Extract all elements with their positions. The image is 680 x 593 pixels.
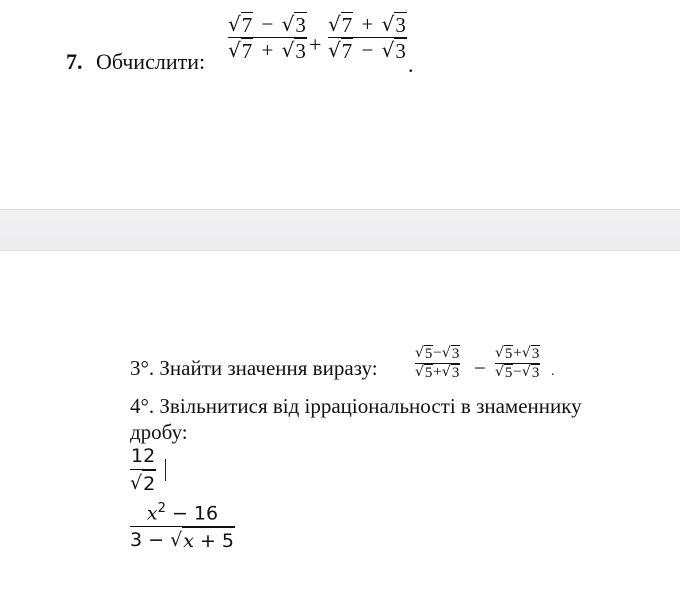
problem-number: 7. (66, 49, 83, 74)
problem-4-line-2: дробу: (130, 420, 188, 444)
fraction-2: √ 5 + √ 3 √ 5 − √ 3 (495, 345, 540, 381)
fraction-2: √ 7 + √ 3 √ 7 − √ 3 (328, 12, 406, 63)
sqrt-5: √ 5 (415, 345, 433, 362)
image-separator (0, 209, 680, 251)
fraction-1: √ 7 − √ 3 √ 7 + √ 3 (228, 12, 306, 63)
sqrt-5: √ 5 (495, 345, 513, 362)
sqrt-7: √ 7 (228, 38, 253, 63)
numerator: $x^2 - 16$ (146, 501, 219, 525)
problem-3-text: 3°. Знайти значення виразу: (130, 356, 378, 380)
sqrt-3: √ 3 (381, 38, 406, 63)
sqrt-7: √ 7 (228, 12, 253, 37)
problem-7 (66, 12, 426, 82)
problem-text: Обчислити: (96, 49, 206, 74)
sqrt-2: √ 2 (130, 472, 156, 495)
sqrt-3: √ 3 (441, 364, 460, 381)
expression-x2-minus-16 (130, 496, 235, 554)
sqrt-7: √ 7 (328, 12, 353, 37)
problem-4-line-1: 4°. Звільнитися від ірраціональності в знаменнику (130, 394, 582, 418)
end-period: . (408, 52, 414, 77)
sqrt-x-plus-5: √ x + 5 (170, 529, 235, 553)
sqrt-3: √ 3 (381, 12, 406, 37)
sqrt-3: √ 3 (441, 345, 460, 362)
fraction-1: √ 5 − √ 3 √ 5 + √ 3 (415, 345, 460, 381)
sqrt-5: √ 5 (415, 364, 433, 381)
plus-operator: + (309, 32, 322, 57)
expression-12-over-sqrt2 (130, 443, 166, 497)
text-cursor (165, 459, 166, 481)
sqrt-3: √ 3 (521, 364, 540, 381)
minus-operator: − (474, 356, 486, 380)
denominator: 3 − √ x + 5 (130, 529, 235, 553)
sqrt-7: √ 7 (328, 38, 353, 63)
sqrt-3: √ 3 (281, 38, 306, 63)
numerator: 12 (131, 445, 156, 467)
sqrt-3: √ 3 (521, 345, 540, 362)
sqrt-3: √ 3 (281, 12, 306, 37)
problem-3 (130, 345, 580, 391)
sqrt-5: √ 5 (495, 364, 513, 381)
end-period: . (551, 364, 555, 379)
